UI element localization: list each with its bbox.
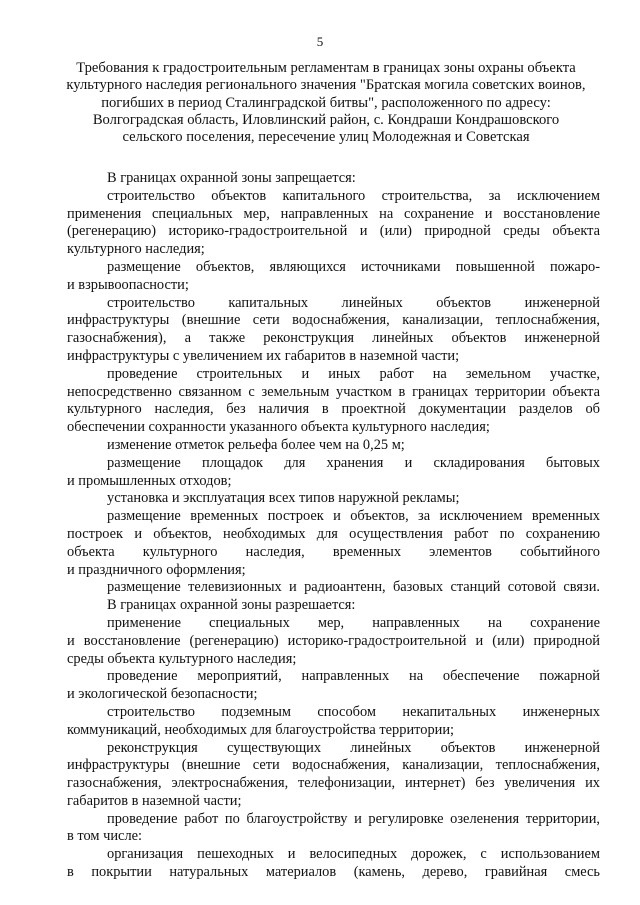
body-line: и восстановление (регенерацию) историко-градостроительной и (или) природной: [67, 632, 600, 649]
body-line: культурного наследия;: [67, 241, 205, 258]
document-body: [67, 170, 600, 882]
body-line: размещение объектов, являющихся источниками повышенной пожаро-: [107, 258, 600, 275]
body-line: газоснабжения, электроснабжения, телефонизации, интернет) без увеличения их: [67, 775, 600, 792]
body-line: В границах охранной зоны разрешается:: [107, 597, 356, 614]
document-title: [66, 60, 586, 146]
body-line: культурного наследия, без наличия в проектной документации разделов об: [67, 401, 600, 418]
title-line: Волгоградская область, Иловлинский район, с. Кондраши Кондрашовского: [92, 111, 560, 128]
body-line: инфраструктуры (внешние сети водоснабжения, канализации, теплоснабжения,: [67, 312, 600, 329]
body-line: коммуникаций, необходимых для благоустройства территории;: [67, 721, 455, 738]
body-line: размещение площадок для хранения и складирования бытовых: [107, 454, 600, 471]
body-line: изменение отметок рельефа более чем на 0,25 м;: [107, 436, 405, 453]
body-line: газоснабжения), а также реконструкция линейных объектов инженерной: [67, 330, 600, 347]
body-line: объекта культурного наследия, временных элементов событийного: [67, 543, 600, 560]
title-line: культурного наследия регионального значения "Братская могила советских воинов,: [66, 77, 586, 94]
body-line: среды объекта культурного наследия;: [67, 650, 297, 667]
body-line: обеспечении сохранности указанного объекта культурного наследия;: [67, 419, 490, 436]
body-line: и праздничного оформления;: [67, 561, 246, 578]
body-line: непосредственно связанном с земельным участком в границах территории объекта: [67, 383, 600, 400]
body-line: инфраструктуры (внешние сети водоснабжения, канализации, теплоснабжения,: [67, 757, 600, 774]
body-line: проведение работ по благоустройству и регулировке озеленения территории,: [107, 810, 600, 827]
body-line: габаритов в наземной части;: [67, 792, 242, 809]
body-line: в том числе:: [67, 828, 143, 845]
body-line: проведение строительных и иных работ на земельном участке,: [107, 365, 600, 382]
body-line: применение специальных мер, направленных на сохранение: [107, 614, 600, 631]
title-line: Требования к градостроительным регламентам в границах зоны охраны объекта: [76, 60, 576, 76]
body-line: установка и эксплуатация всех типов наружной рекламы;: [107, 490, 460, 507]
title-line: сельского поселения, пересечение улиц Молодежная и Советская: [122, 129, 530, 146]
body-line: строительство подземным способом некапитальных инженерных: [107, 703, 600, 720]
body-line: (регенерацию) историко-градостроительной и (или) природной среды объекта: [67, 223, 600, 240]
body-line: строительство объектов капитального строительства, за исключением: [107, 187, 600, 204]
body-line: строительство капитальных линейных объектов инженерной: [107, 294, 600, 311]
title-line: погибших в период Сталинградской битвы", расположенного по адресу:: [101, 94, 551, 111]
body-line: применения специальных мер, направленных на сохранение и восстановление: [67, 205, 600, 222]
body-line: проведение мероприятий, направленных на обеспечение пожарной: [107, 668, 600, 685]
body-line: в покрытии натуральных материалов (камень, дерево, гравийная смесь: [67, 864, 600, 881]
body-line: организация пешеходных и велосипедных дорожек, с использованием: [107, 846, 600, 863]
body-line: размещение временных построек и объектов, за исключением временных: [107, 508, 600, 525]
body-line: и промышленных отходов;: [67, 472, 232, 489]
body-line: и взрывоопасности;: [67, 276, 189, 293]
page-number: 5: [316, 34, 324, 49]
body-line: размещение телевизионных и радиоантенн, базовых станций сотовой связи.: [107, 579, 600, 596]
body-line: инфраструктуры с увеличением их габаритов в наземной части;: [67, 347, 460, 364]
body-line: реконструкция существующих линейных объектов инженерной: [107, 739, 600, 756]
body-line: В границах охранной зоны запрещается:: [107, 170, 356, 186]
body-line: и экологической безопасности;: [67, 686, 258, 703]
body-line: построек и объектов, необходимых для осуществления работ по сохранению: [67, 525, 600, 542]
